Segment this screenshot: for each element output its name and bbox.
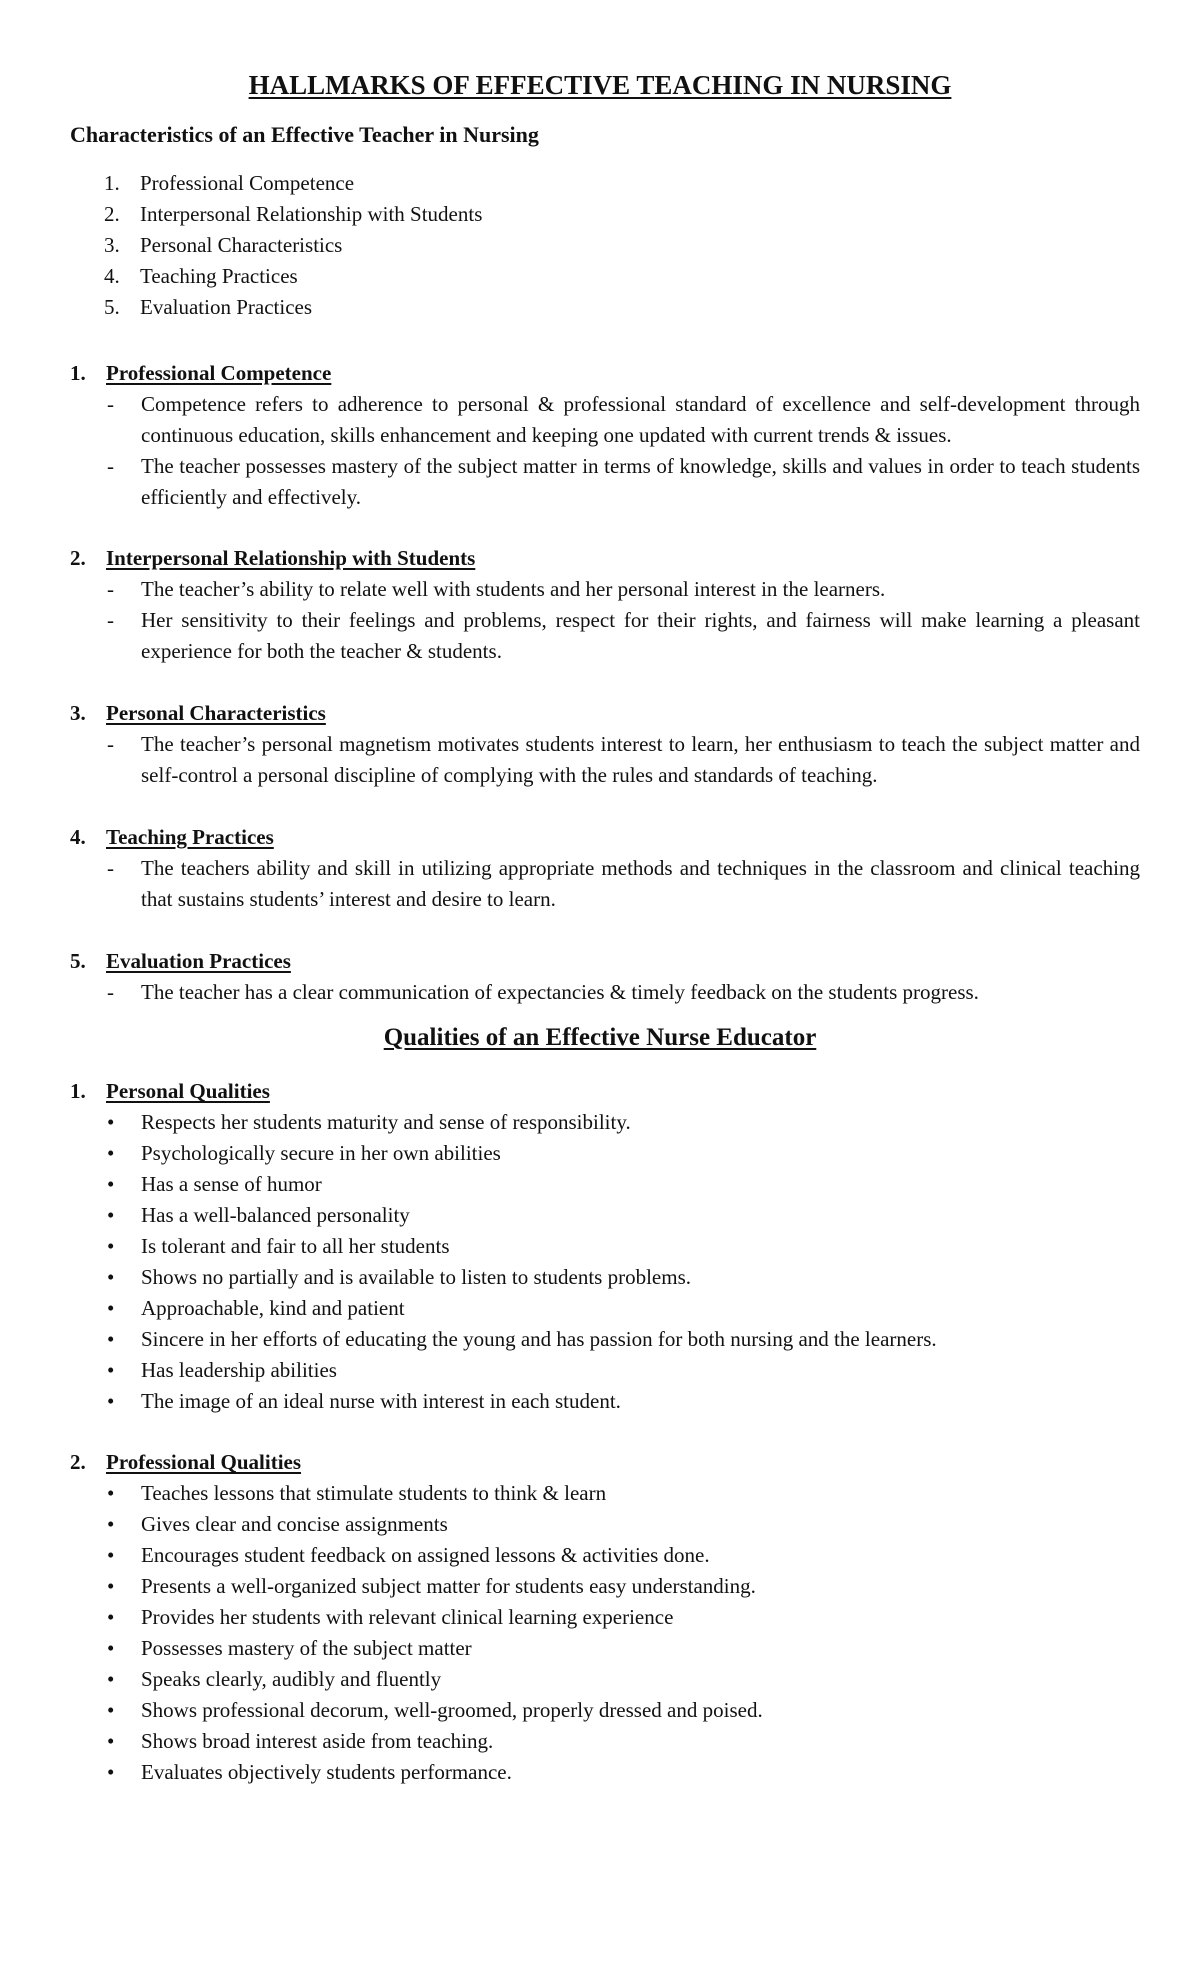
list-item bbox=[104, 230, 482, 261]
section-heading-text: Evaluation Practices bbox=[106, 949, 291, 973]
list-item bbox=[70, 1262, 1140, 1293]
bullet-marker: • bbox=[107, 1203, 115, 1227]
bullet-marker: • bbox=[107, 1234, 115, 1258]
section-personal-characteristics bbox=[70, 698, 1140, 791]
item-text: The teacher has a clear communication of expectancies & timely feedback on the students progress. bbox=[141, 980, 979, 1004]
section-heading-text: Interpersonal Relationship with Students bbox=[106, 546, 476, 570]
item-text: The teacher possesses mastery of the subject matter in terms of knowledge, skills and values in order to teach students efficiently and effectively. bbox=[141, 454, 1140, 509]
bullet-marker: • bbox=[107, 1512, 115, 1536]
list-item bbox=[70, 605, 1140, 667]
bullet-marker: • bbox=[107, 1141, 115, 1165]
item-number: 5. bbox=[104, 295, 120, 319]
list-item bbox=[70, 1293, 1140, 1324]
section-number: 4. bbox=[70, 825, 86, 849]
item-list bbox=[70, 853, 1140, 915]
section-number: 2. bbox=[70, 546, 86, 570]
list-item bbox=[104, 168, 482, 199]
item-text: Has leadership abilities bbox=[141, 1358, 337, 1382]
list-item bbox=[70, 1633, 1140, 1664]
list-item bbox=[104, 261, 482, 292]
bullet-marker: • bbox=[107, 1358, 115, 1382]
section-heading-text: Personal Qualities bbox=[106, 1079, 270, 1103]
list-item bbox=[70, 1386, 1140, 1417]
item-number: 3. bbox=[104, 233, 120, 257]
item-text: Evaluates objectively students performance. bbox=[141, 1760, 512, 1784]
list-item bbox=[70, 1695, 1140, 1726]
bullet-marker: • bbox=[107, 1729, 115, 1753]
list-item bbox=[70, 729, 1140, 791]
dash-marker: - bbox=[107, 454, 114, 478]
bullet-marker: • bbox=[107, 1481, 115, 1505]
list-item bbox=[70, 574, 1140, 605]
item-text: Speaks clearly, audibly and fluently bbox=[141, 1667, 442, 1691]
bullet-marker: • bbox=[107, 1327, 115, 1351]
bullet-marker: • bbox=[107, 1172, 115, 1196]
item-text: Personal Characteristics bbox=[140, 233, 343, 257]
item-number: 4. bbox=[104, 264, 120, 288]
item-text: Encourages student feedback on assigned lessons & activities done. bbox=[141, 1543, 710, 1567]
list-item bbox=[70, 1138, 1140, 1169]
list-item bbox=[70, 1107, 1140, 1138]
list-item bbox=[70, 853, 1140, 915]
bullet-marker: • bbox=[107, 1389, 115, 1413]
item-text: Interpersonal Relationship with Students bbox=[140, 202, 483, 226]
section-personal-qualities bbox=[70, 1076, 1140, 1417]
dash-marker: - bbox=[107, 608, 114, 632]
section-heading-text: Professional Qualities bbox=[106, 1450, 302, 1474]
list-item bbox=[104, 292, 482, 323]
bullet-marker: • bbox=[107, 1698, 115, 1722]
list-item bbox=[70, 1571, 1140, 1602]
qualities-title: Qualities of an Effective Nurse Educator bbox=[383, 1024, 817, 1051]
dash-marker: - bbox=[107, 577, 114, 601]
item-text: Shows professional decorum, well-groomed, properly dressed and poised. bbox=[141, 1698, 763, 1722]
section-heading-text: Professional Competence bbox=[106, 361, 332, 385]
list-item bbox=[70, 1169, 1140, 1200]
section-number: 5. bbox=[70, 949, 86, 973]
section-heading bbox=[70, 543, 1140, 574]
section-heading-text: Teaching Practices bbox=[106, 825, 274, 849]
item-text: Is tolerant and fair to all her students bbox=[141, 1234, 450, 1258]
item-text: The teachers ability and skill in utilizing appropriate methods and techniques in the classroom and clinical teaching that sustains students’ interest and desire to learn. bbox=[141, 856, 1140, 911]
list-item bbox=[70, 389, 1140, 451]
item-list bbox=[70, 1478, 1140, 1788]
section-heading bbox=[70, 698, 1140, 729]
list-item bbox=[70, 1509, 1140, 1540]
list-item bbox=[70, 1757, 1140, 1788]
list-item bbox=[70, 1324, 1140, 1355]
dash-marker: - bbox=[107, 732, 114, 756]
item-text: The teacher’s ability to relate well with students and her personal interest in the learners. bbox=[141, 577, 886, 601]
section-number: 1. bbox=[70, 1079, 86, 1103]
bullet-marker: • bbox=[107, 1667, 115, 1691]
section-heading-text: Personal Characteristics bbox=[106, 701, 326, 725]
item-text: Teaching Practices bbox=[140, 264, 298, 288]
item-text: Gives clear and concise assignments bbox=[141, 1512, 448, 1536]
list-item bbox=[70, 1355, 1140, 1386]
bullet-marker: • bbox=[107, 1605, 115, 1629]
list-item bbox=[70, 1602, 1140, 1633]
section-evaluation-practices bbox=[70, 946, 1140, 1008]
section-heading bbox=[70, 358, 1140, 389]
item-text: Her sensitivity to their feelings and problems, respect for their rights, and fairness will make learning a pleasant experience for both the teacher & students. bbox=[141, 608, 1140, 663]
item-list bbox=[70, 977, 1140, 1008]
bullet-marker: • bbox=[107, 1296, 115, 1320]
document-title: HALLMARKS OF EFFECTIVE TEACHING IN NURSING bbox=[248, 70, 952, 100]
list-item bbox=[70, 1540, 1140, 1571]
item-text: Has a well-balanced personality bbox=[141, 1203, 410, 1227]
section-professional-qualities bbox=[70, 1447, 1140, 1788]
item-list bbox=[70, 574, 1140, 667]
section-heading bbox=[70, 1076, 1140, 1107]
bullet-marker: • bbox=[107, 1636, 115, 1660]
list-item bbox=[70, 1478, 1140, 1509]
section-number: 1. bbox=[70, 361, 86, 385]
list-item bbox=[70, 1664, 1140, 1695]
item-text: The teacher’s personal magnetism motivates students interest to learn, her enthusiasm to teach the subject matter and self-control a personal discipline of complying with the rules and standards of teaching. bbox=[141, 732, 1140, 787]
item-text: Evaluation Practices bbox=[140, 295, 313, 319]
item-text: Psychologically secure in her own abilities bbox=[141, 1141, 501, 1165]
list-item bbox=[70, 977, 1140, 1008]
item-text: Possesses mastery of the subject matter bbox=[141, 1636, 472, 1660]
item-text: Has a sense of humor bbox=[141, 1172, 322, 1196]
item-text: Shows broad interest aside from teaching. bbox=[141, 1729, 494, 1753]
section-number: 2. bbox=[70, 1450, 86, 1474]
item-text: Shows no partially and is available to listen to students problems. bbox=[141, 1265, 692, 1289]
section-teaching-practices bbox=[70, 822, 1140, 915]
section-interpersonal-relationship bbox=[70, 543, 1140, 667]
dash-marker: - bbox=[107, 392, 114, 416]
item-text: Provides her students with relevant clinical learning experience bbox=[141, 1605, 674, 1629]
item-text: Sincere in her efforts of educating the young and has passion for both nursing and the learners. bbox=[141, 1327, 937, 1351]
item-text: The image of an ideal nurse with interest in each student. bbox=[141, 1389, 621, 1413]
bullet-marker: • bbox=[107, 1265, 115, 1289]
section-heading bbox=[70, 946, 1140, 977]
section-heading bbox=[70, 822, 1140, 853]
dash-marker: - bbox=[107, 980, 114, 1004]
dash-marker: - bbox=[107, 856, 114, 880]
item-number: 2. bbox=[104, 202, 120, 226]
item-list bbox=[70, 729, 1140, 791]
bullet-marker: • bbox=[107, 1543, 115, 1567]
item-text: Presents a well-organized subject matter for students easy understanding. bbox=[141, 1574, 756, 1598]
section-number: 3. bbox=[70, 701, 86, 725]
list-item bbox=[70, 1231, 1140, 1262]
bullet-marker: • bbox=[107, 1760, 115, 1784]
item-text: Competence refers to adherence to personal & professional standard of excellence and self-development through continuous education, skills enhancement and keeping one updated with current trends & issues. bbox=[141, 392, 1140, 447]
item-text: Respects her students maturity and sense of responsibility. bbox=[141, 1110, 631, 1134]
bullet-marker: • bbox=[107, 1110, 115, 1134]
item-list bbox=[70, 1107, 1140, 1417]
item-text: Professional Competence bbox=[140, 171, 355, 195]
section-professional-competence bbox=[70, 358, 1140, 513]
characteristics-summary-list bbox=[104, 168, 482, 323]
section-subtitle: Characteristics of an Effective Teacher in Nursing bbox=[70, 122, 539, 147]
item-list bbox=[70, 389, 1140, 513]
bullet-marker: • bbox=[107, 1574, 115, 1598]
item-text: Approachable, kind and patient bbox=[141, 1296, 405, 1320]
section-heading bbox=[70, 1447, 1140, 1478]
item-number: 1. bbox=[104, 171, 120, 195]
list-item bbox=[70, 451, 1140, 513]
list-item bbox=[70, 1200, 1140, 1231]
list-item bbox=[70, 1726, 1140, 1757]
item-text: Teaches lessons that stimulate students to think & learn bbox=[141, 1481, 607, 1505]
list-item bbox=[104, 199, 482, 230]
